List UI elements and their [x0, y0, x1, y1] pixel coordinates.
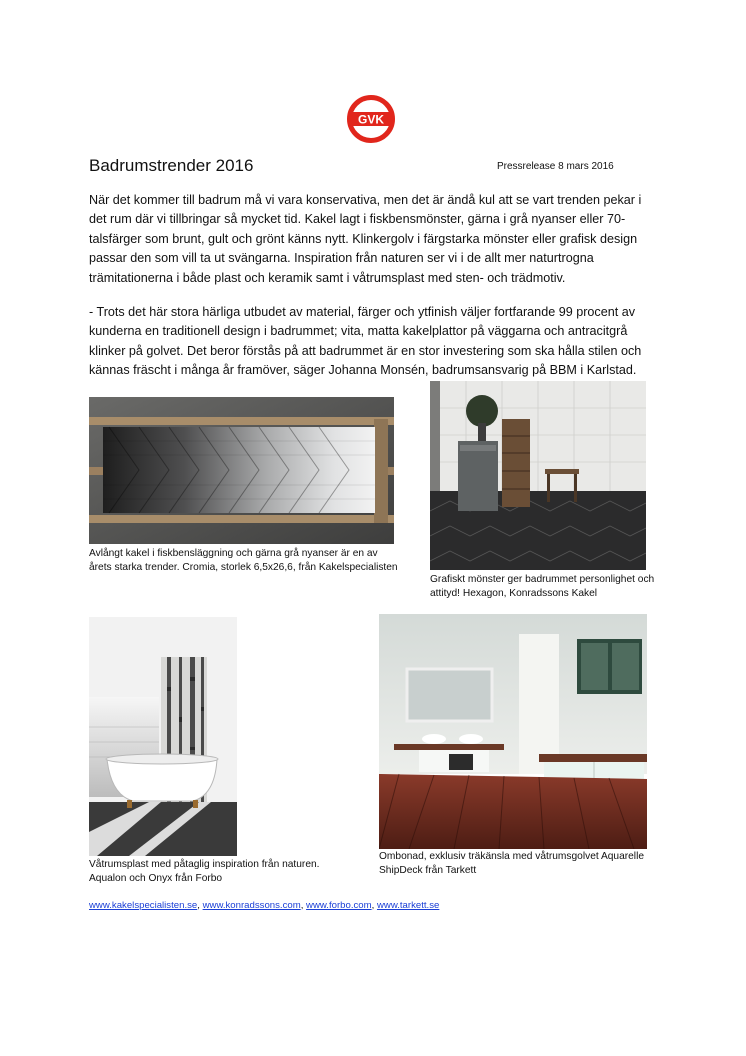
release-date: Pressrelease 8 mars 2016 — [497, 161, 614, 172]
link-separator: , — [371, 900, 377, 911]
link-forbo[interactable]: www.forbo.com — [306, 900, 372, 911]
caption-wood-floor: Ombonad, exklusiv träkänsla med våtrumsgolvet Aquarelle ShipDeck från Tarkett — [379, 851, 645, 876]
link-separator: , — [300, 900, 307, 911]
link-separator: , — [197, 900, 203, 911]
link-tarkett[interactable]: www.tarkett.se — [376, 900, 440, 911]
page-title: Badrumstrender 2016 — [89, 156, 254, 175]
photo-wood-floor-bathroom — [379, 614, 647, 849]
body-paragraph-2: - Trots det här stora härliga utbudet av material, färger och ytfinish väljer fortfarande 99 procent av kunderna en traditionell design i badrummet; vita, matta kakelplattor på väggarna och antracitgrå klinker på golvet. Det beror förstås på att badrummet är en stor investering som ska hålla stilen och kännas fräscht i många år framöver, säger Johanna Monsén, badrumsansvarig på BBM i Karlstad. — [89, 305, 642, 378]
gvk-logo — [346, 94, 396, 144]
photo-bathtub-birch — [89, 617, 237, 856]
link-konradssons[interactable]: www.konradssons.com — [202, 900, 301, 911]
caption-hexagon: Grafiskt mönster ger badrummet personlighet och attityd! Hexagon, Konradssons Kakel — [430, 574, 655, 599]
logo-text: GVK — [357, 112, 385, 127]
source-links — [89, 900, 439, 911]
body-paragraph-1: När det kommer till badrum må vi vara konservativa, men det är ändå kul att se vart trenden pekar i det rum där vi tillbringar så mycket tid. Kakel lagt i fiskbensmönster, gärna i grå nyanser eller 70-talsfärger som brunt, gult och grönt känns nytt. Klinkergolv i färgstarka mönster eller grafisk design passar den som vill ta ut svängarna. Inspiration från naturen ser vi i de allt mer naturtrogna trämitationerna i både plast och keramik samt i våtrumsplast med sten- och trädmotiv. — [89, 193, 642, 285]
caption-bathtub: Våtrumsplast med påtaglig inspiration från naturen. Aqualon och Onyx från Forbo — [89, 859, 320, 884]
photo-herringbone-tiles — [89, 397, 394, 544]
caption-herringbone: Avlångt kakel i fiskbensläggning och gärna grå nyanser är en av årets starka trender. Cromia, storlek 6,5x26,6, från Kakelspecialisten — [89, 548, 398, 573]
link-kakelspecialisten[interactable]: www.kakelspecialisten.se — [89, 900, 198, 911]
photo-hexagon-bathroom — [430, 381, 646, 570]
